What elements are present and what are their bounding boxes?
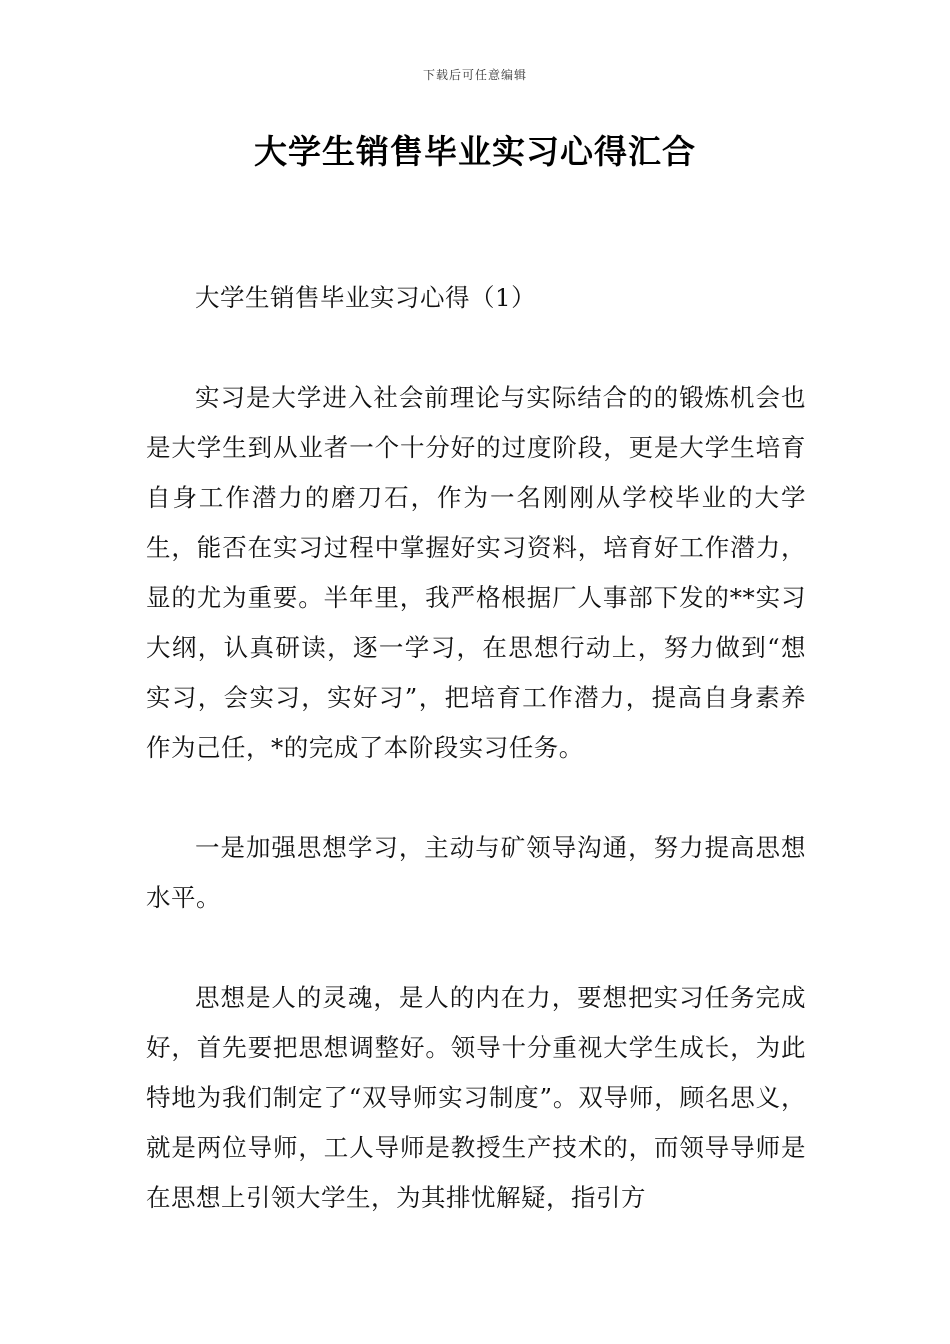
body-paragraph-1: 实习是大学进入社会前理论与实际结合的的锻炼机会也是大学生到从业者一个十分好的过度阶段，更是大学生培育自身工作潜力的磨刀石，作为一名刚刚从学校毕业的大学生，能否在实习过程中掌握好实习资料，培育好工作潜力，显的尤为重要。半年里，我严格根据厂人事部下发的**实习大纲，认真研读，逐一学习，在思想行动上，努力做到“想实习，会实习，实好习”，把培育工作潜力，提高自身素养作为己任，*的完成了本阶段实习任务。 [146,383,806,762]
header-note: 下载后可任意编辑 [422,68,527,82]
body-paragraph-2: 一是加强思想学习，主动与矿领导沟通，努力提高思想水平。 [146,833,806,912]
section-subtitle: 大学生销售毕业实习心得（1） [195,283,537,312]
document-title: 大学生销售毕业实习心得汇合 [254,132,696,171]
body-paragraph-3: 思想是人的灵魂，是人的内在力，要想把实习任务完成好，首先要把思想调整好。领导十分重视大学生成长，为此特地为我们制定了“双导师实习制度”。双导师，顾名思义，就是两位导师，工人导师是教授生产技术的，而领导导师是在思想上引领大学生，为其排忧解疑，指引方 [146,983,806,1212]
